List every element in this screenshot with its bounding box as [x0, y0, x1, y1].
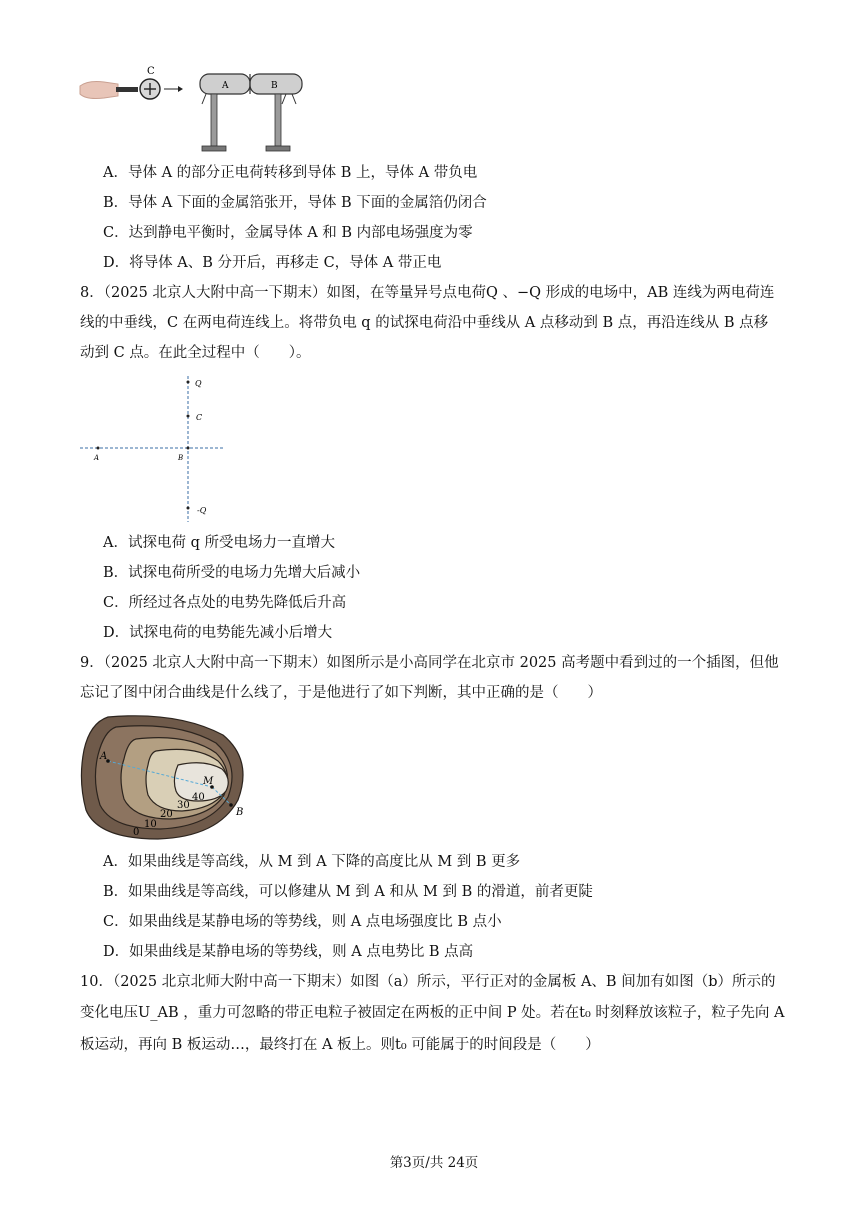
- q8-stem-line-2: 线的中垂线，C 在两电荷连线上。将带负电 q 的试探电荷沿中垂线从 A 点移动到 B 点，再沿连线从 B 点移: [80, 315, 769, 331]
- q7-option-a: A．导体 A 的部分正电荷转移到导体 B 上，导体 A 带负电: [103, 165, 478, 181]
- q9-stem-line-2: 忘记了图中闭合曲线是什么线了，于是他进行了如下判断，其中正确的是（ ）: [80, 685, 602, 701]
- q9-option-b: B．如果曲线是等高线，可以修建从 M 到 A 和从 M 到 B 的滑道，前者更陡: [103, 884, 593, 900]
- q8-stem-line-3: 动到 C 点。在此全过程中（ ）。: [80, 345, 311, 361]
- q8-option-b: B．试探电荷所受的电场力先增大后减小: [103, 565, 361, 581]
- label-q: Q: [195, 379, 202, 388]
- label-b: B: [236, 807, 244, 818]
- hand-illustration: [80, 82, 118, 99]
- insulating-rod: [116, 87, 138, 92]
- label-neg-q: -Q: [197, 506, 207, 515]
- q10-stem-line-3: 板运动，再向 B 板运动…，最终打在 A 板上。则t₀ 可能属于的时间段是（ ）: [80, 1037, 600, 1053]
- label-b: B: [271, 81, 278, 91]
- q9-option-d: D．如果曲线是某静电场的等势线，则 A 点电势比 B 点高: [103, 944, 474, 960]
- label-b: B: [178, 454, 184, 462]
- q8-option-d: D．试探电荷的电势能先减小后增大: [103, 625, 333, 641]
- dipole-field-figure: [78, 372, 228, 527]
- q8-option-a: A．试探电荷 q 所受电场力一直增大: [103, 535, 335, 551]
- label-a: A: [94, 454, 100, 462]
- label-c: C: [196, 413, 203, 422]
- q7-option-b: B．导体 A 下面的金属箔张开，导体 B 下面的金属箔仍闭合: [103, 195, 487, 211]
- label-a: A: [222, 81, 229, 91]
- stand-b: [275, 94, 281, 146]
- q8-stem-line-1: 8．（2025 北京人大附中高一下期末）如图，在等量异号点电荷Q 、−Q 形成的电场中，AB 连线为两电荷连: [80, 285, 775, 301]
- q10-stem-line-2: 变化电压U_AB ，重力可忽略的带正电粒子被固定在两板的正中间 P 处。若在t₀ 时刻释放该粒子，粒子先向 A: [80, 1005, 785, 1021]
- label-40: 40: [192, 792, 205, 803]
- q10-stem-line-1: 10．（2025 北京北师大附中高一下期末）如图（a）所示，平行正对的金属板 A、B 间加有如图（b）所示的: [80, 974, 776, 990]
- q9-option-c: C．如果曲线是某静电场的等势线，则 A 点电场强度比 B 点小: [103, 914, 502, 930]
- q8-option-c: C．所经过各点处的电势先降低后升高: [103, 595, 347, 611]
- label-m: M: [203, 776, 214, 787]
- label-0: 0: [133, 827, 140, 838]
- label-30: 30: [177, 800, 190, 811]
- q7-option-d: D．将导体 A、B 分开后，再移走 C，导体 A 带正电: [103, 255, 442, 271]
- q9-option-a: A．如果曲线是等高线，从 M 到 A 下降的高度比从 M 到 B 更多: [103, 854, 521, 870]
- label-20: 20: [160, 809, 173, 820]
- label-10: 10: [144, 819, 157, 830]
- page-footer: 第3页/共 24页: [389, 1155, 479, 1171]
- label-c: C: [147, 66, 155, 77]
- q9-stem-line-1: 9．（2025 北京人大附中高一下期末）如图所示是小高同学在北京市 2025 高考题中看到过的一个插图，但他: [80, 655, 779, 671]
- conductor-figure: [78, 60, 308, 160]
- stand-a: [211, 94, 217, 146]
- label-a: A: [100, 751, 108, 762]
- q7-option-c: C．达到静电平衡时，金属导体 A 和 B 内部电场强度为零: [103, 225, 473, 241]
- contour-figure: [78, 715, 250, 841]
